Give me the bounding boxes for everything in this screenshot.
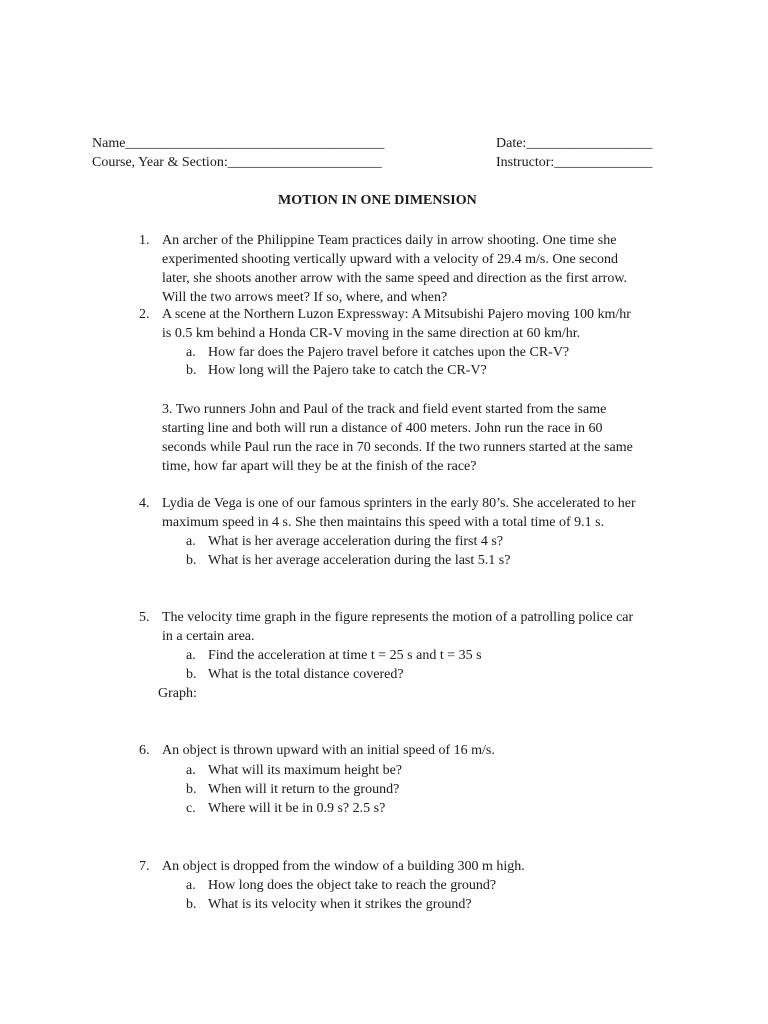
subquestion-letter: a. <box>186 878 196 893</box>
course-field-label: Course, Year & Section:______________________ <box>92 155 382 170</box>
question-text-line: An object is thrown upward with an initial speed of 16 m/s. <box>162 743 495 758</box>
subquestion-letter: c. <box>186 801 196 816</box>
subquestion-text: What is the total distance covered? <box>208 667 404 682</box>
page-title: MOTION IN ONE DIMENSION <box>278 193 477 208</box>
question-text-line: An archer of the Philippine Team practices daily in arrow shooting. One time she <box>162 233 617 248</box>
question-text-line: is 0.5 km behind a Honda CR-V moving in the same direction at 60 km/hr. <box>162 326 581 341</box>
subquestion-letter: b. <box>186 667 197 682</box>
question-number: 4. <box>139 496 150 511</box>
subquestion-letter: a. <box>186 534 196 549</box>
question-text-line: The velocity time graph in the figure represents the motion of a patrolling police car <box>162 610 634 625</box>
subquestion-text: What is her average acceleration during the last 5.1 s? <box>208 553 511 568</box>
subquestion-letter: a. <box>186 763 196 778</box>
question-text-line: maximum speed in 4 s. She then maintains this speed with a total time of 9.1 s. <box>162 515 605 530</box>
question-number: 5. <box>139 610 150 625</box>
subquestion-text: How long does the object take to reach the ground? <box>208 878 497 893</box>
question-text-line: A scene at the Northern Luzon Expressway: A Mitsubishi Pajero moving 100 km/hr <box>162 307 631 322</box>
question-text-line: in a certain area. <box>162 629 255 644</box>
subquestion-letter: a. <box>186 648 196 663</box>
question-text-line: later, she shoots another arrow with the same speed and direction as the first arrow. <box>162 271 628 286</box>
question-text-line: An object is dropped from the window of a building 300 m high. <box>162 859 525 874</box>
name-field-label: Name_____________________________________ <box>92 136 385 151</box>
instructor-field-label: Instructor:______________ <box>496 155 653 170</box>
question-number: 1. <box>139 233 150 248</box>
question-text-line: starting line and both will run a distance of 400 meters. John run the race in 60 <box>162 421 603 436</box>
question-number: 2. <box>139 307 150 322</box>
subquestion-text: What will its maximum height be? <box>208 763 403 778</box>
subquestion-letter: a. <box>186 345 196 360</box>
subquestion-text: How far does the Pajero travel before it catches upon the CR-V? <box>208 345 570 360</box>
question-text-line: experimented shooting vertically upward with a velocity of 29.4 m/s. One second <box>162 252 619 267</box>
question-text-line: Lydia de Vega is one of our famous sprinters in the early 80’s. She accelerated to her <box>162 496 636 511</box>
subquestion-text: Where will it be in 0.9 s? 2.5 s? <box>208 801 386 816</box>
subquestion-text: How long will the Pajero take to catch the CR-V? <box>208 363 487 378</box>
subquestion-letter: b. <box>186 782 197 797</box>
graph-label: Graph: <box>158 686 197 701</box>
subquestion-text: What is its velocity when it strikes the ground? <box>208 897 472 912</box>
question-text-line: seconds while Paul run the race in 70 seconds. If the two runners started at the same <box>162 440 633 455</box>
question-text-line: time, how far apart will they be at the finish of the race? <box>162 459 477 474</box>
subquestion-text: Find the acceleration at time t = 25 s and t = 35 s <box>208 648 482 663</box>
question-number: 6. <box>139 743 150 758</box>
subquestion-letter: b. <box>186 897 197 912</box>
question-text-line: Will the two arrows meet? If so, where, and when? <box>162 290 448 305</box>
question-text-line: 3. Two runners John and Paul of the track and field event started from the same <box>162 402 607 417</box>
subquestion-text: What is her average acceleration during the first 4 s? <box>208 534 504 549</box>
subquestion-letter: b. <box>186 363 197 378</box>
question-number: 7. <box>139 859 150 874</box>
date-field-label: Date:__________________ <box>496 136 653 151</box>
subquestion-text: When will it return to the ground? <box>208 782 400 797</box>
subquestion-letter: b. <box>186 553 197 568</box>
